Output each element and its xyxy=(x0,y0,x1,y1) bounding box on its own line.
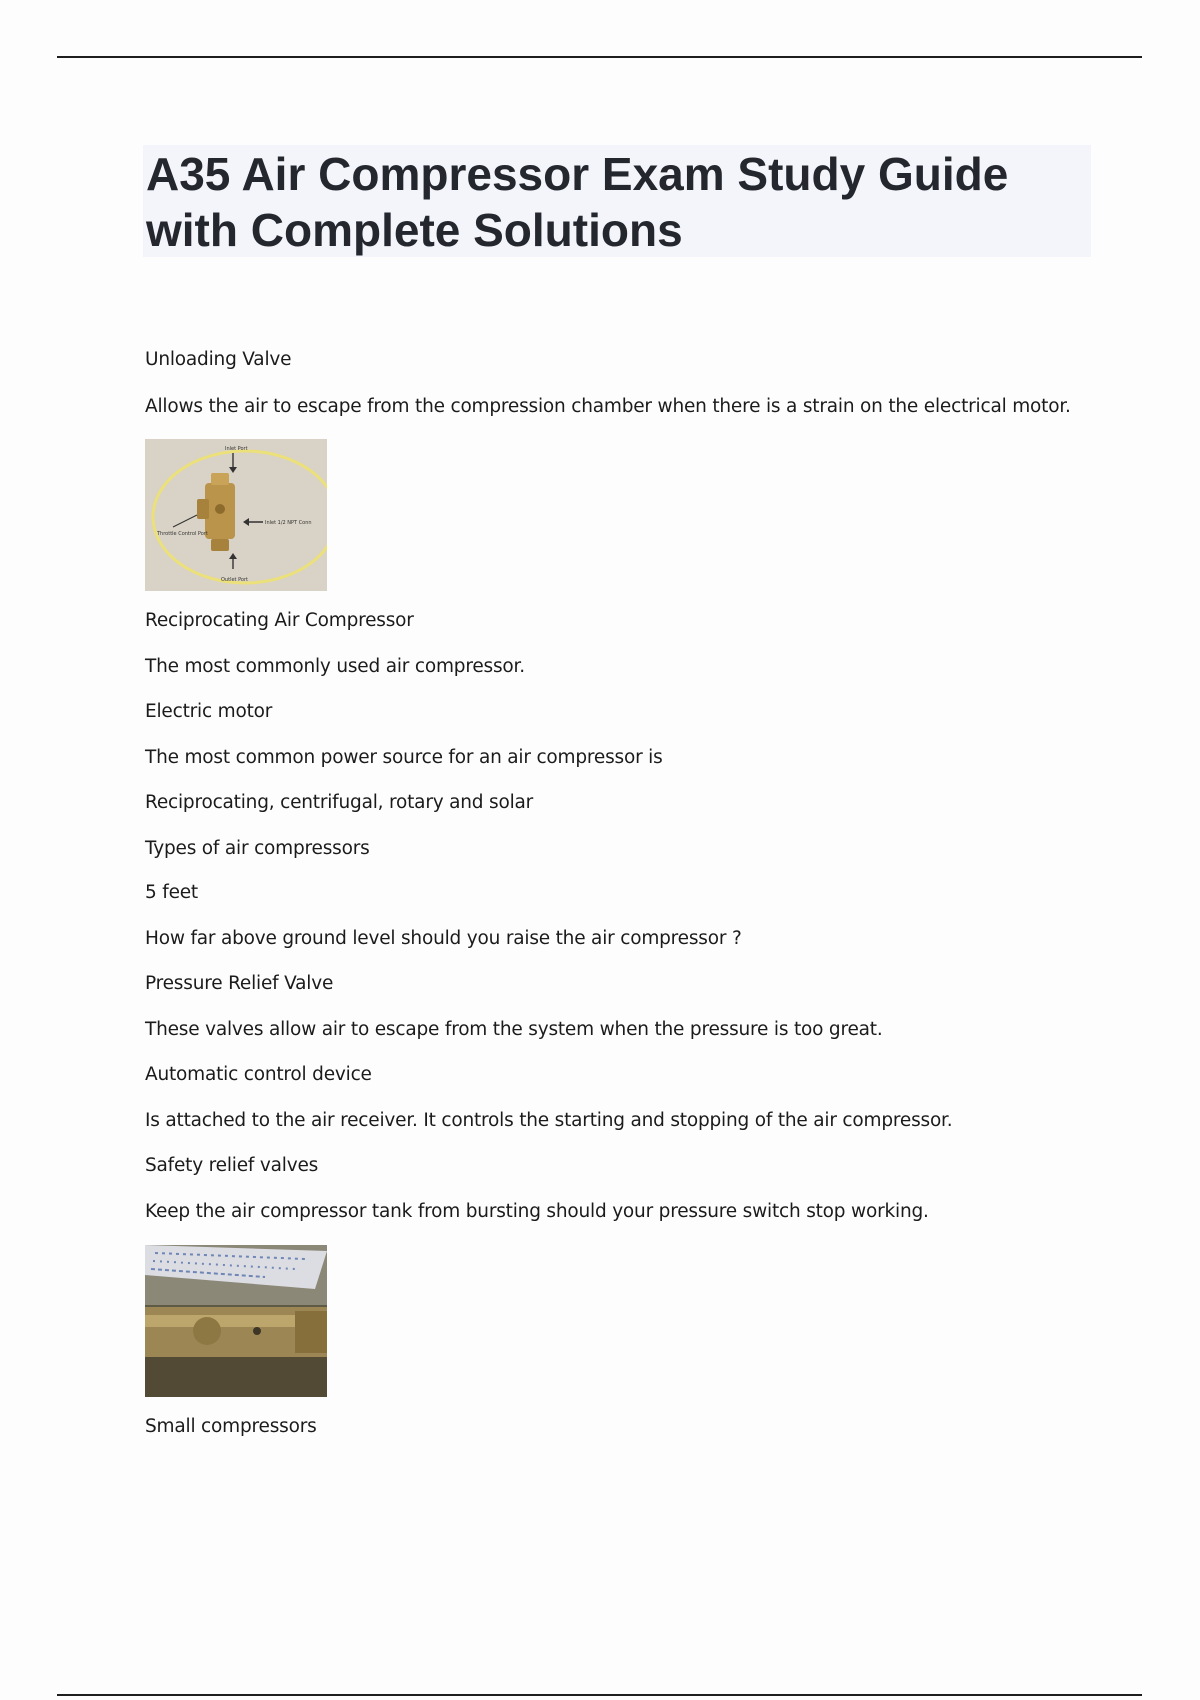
term-safety-relief-valves: Safety relief valves xyxy=(145,1155,319,1176)
definition-safety-relief-valves: Keep the air compressor tank from bursting should your pressure switch stop working. xyxy=(145,1201,929,1222)
term-electric-motor: Electric motor xyxy=(145,701,273,722)
definition-reciprocating-compressor: The most commonly used air compressor. xyxy=(145,656,525,677)
term-reciprocating-compressor: Reciprocating Air Compressor xyxy=(145,610,414,631)
term-five-feet: 5 feet xyxy=(145,882,198,903)
document-title: A35 Air Compressor Exam Study Guide with Complete Solutions xyxy=(146,148,1009,256)
diagram-label-throttle: Throttle Control Port xyxy=(157,531,208,537)
diagram-label-inlet: Inlet Port xyxy=(225,446,248,452)
diagram-label-connection: Inlet 1/2 NPT Conn xyxy=(265,520,312,526)
term-automatic-control-device: Automatic control device xyxy=(145,1064,372,1085)
term-pressure-relief-valve: Pressure Relief Valve xyxy=(145,973,334,994)
definition-unloading-valve: Allows the air to escape from the compression chamber when there is a strain on the electrical motor. xyxy=(145,396,1071,417)
definition-five-feet: How far above ground level should you raise the air compressor ? xyxy=(145,928,742,949)
term-compressor-types: Reciprocating, centrifugal, rotary and solar xyxy=(145,792,534,813)
header-rule xyxy=(57,56,1142,58)
definition-pressure-relief-valve: These valves allow air to escape from the system when the pressure is too great. xyxy=(145,1019,883,1040)
definition-electric-motor: The most common power source for an air compressor is xyxy=(145,747,663,768)
term-unloading-valve: Unloading Valve xyxy=(145,349,292,370)
unloading-valve-diagram-icon xyxy=(145,439,327,591)
safety-relief-valve-photo-icon xyxy=(145,1245,327,1397)
footer-rule xyxy=(57,1694,1142,1696)
definition-automatic-control-device: Is attached to the air receiver. It controls the starting and stopping of the air compressor. xyxy=(145,1110,953,1131)
term-small-compressors: Small compressors xyxy=(145,1416,317,1437)
diagram-label-outlet: Outlet Port xyxy=(221,577,248,583)
definition-compressor-types: Types of air compressors xyxy=(145,838,370,859)
